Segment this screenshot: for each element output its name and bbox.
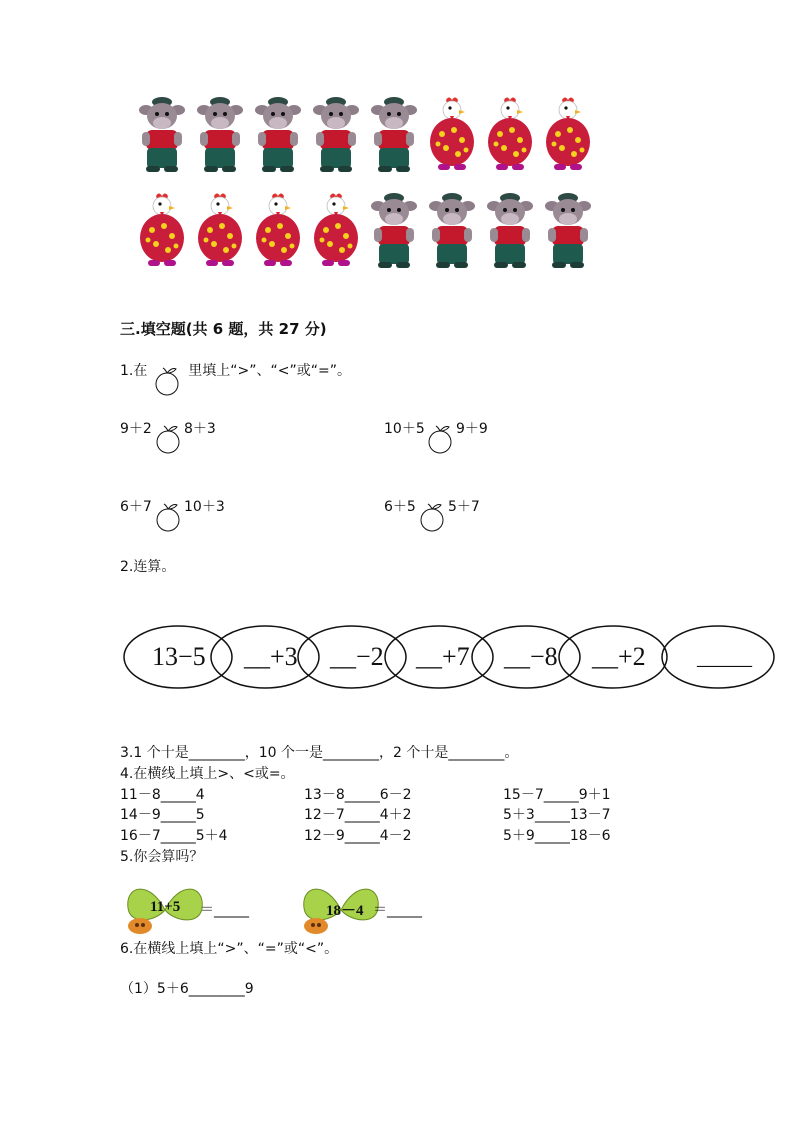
q4-cell: 14－9_____5 [120, 807, 205, 823]
q5-expr-2: 18－4 [326, 903, 364, 919]
section-title: 三.填空题(共 6 题，共 27 分) [120, 320, 327, 338]
rooster-figure-icon [424, 96, 480, 176]
apple-icon[interactable] [153, 424, 183, 454]
q6-item: （1）5＋6________9 [120, 981, 254, 997]
q4-cell: 5＋9_____18－6 [503, 828, 611, 844]
q5-title: 5.你会算吗？ [120, 849, 204, 865]
apple-icon [152, 366, 182, 396]
q5-eq-1: ＝_____ [200, 902, 249, 918]
dog-figure-icon [366, 192, 422, 272]
q4-cell: 16－7_____5＋4 [120, 828, 228, 844]
q2-chain-item: __+2 [592, 642, 646, 671]
q4-cell: 11－8_____4 [120, 787, 205, 803]
q1-item-4-left: 6＋5 [384, 499, 416, 515]
rooster-figure-icon [540, 96, 596, 176]
rooster-figure-icon [482, 96, 538, 176]
q1-item-3-left: 6＋7 [120, 499, 152, 515]
q1-suffix: 里填上“>”、“<”或“=”。 [188, 363, 351, 379]
rooster-figure-icon [134, 192, 190, 272]
figures-row-1 [134, 96, 594, 176]
q4-title: 4.在横线上填上>、<或=。 [120, 766, 295, 782]
q2-chain-item: __+3 [244, 642, 298, 671]
q5-eq-2: ＝_____ [373, 902, 422, 918]
dog-figure-icon [482, 192, 538, 272]
dog-figure-icon [424, 192, 480, 272]
dog-figure-icon [134, 96, 190, 176]
q1-item-3-right: 10＋3 [184, 499, 225, 515]
q2-chain-item: __−8 [504, 642, 558, 671]
q1-item-2-left: 10＋5 [384, 421, 425, 437]
q5-expr-1: 11+5 [150, 899, 181, 915]
q4-cell: 12－7_____4＋2 [304, 807, 412, 823]
q3-text: 3.1 个十是________，10 个一是________，2 个十是________。 [120, 745, 519, 761]
q1-item-2-right: 9＋9 [456, 421, 488, 437]
figures-row-2 [134, 192, 594, 272]
q1-prefix: 1.在 [120, 363, 148, 379]
q2-chain-item: __−2 [330, 642, 384, 671]
q2-chain-item: _____ [697, 644, 752, 669]
rooster-figure-icon [192, 192, 248, 272]
rooster-figure-icon [250, 192, 306, 272]
q2-title: 2.连算。 [120, 559, 176, 575]
q2-chain-item: 13−5 [152, 642, 206, 671]
apple-icon[interactable] [417, 502, 447, 532]
dog-figure-icon [366, 96, 422, 176]
q4-cell: 12－9_____4－2 [304, 828, 412, 844]
q1-item-1-left: 9＋2 [120, 421, 152, 437]
apple-icon[interactable] [425, 424, 455, 454]
dog-figure-icon [540, 192, 596, 272]
q1-item-4-right: 5＋7 [448, 499, 480, 515]
dog-figure-icon [192, 96, 248, 176]
q4-cell: 5＋3_____13－7 [503, 807, 611, 823]
rooster-figure-icon [308, 192, 364, 272]
q1-item-1-right: 8＋3 [184, 421, 216, 437]
dog-figure-icon [250, 96, 306, 176]
q4-cell: 15－7_____9＋1 [503, 787, 611, 803]
dog-figure-icon [308, 96, 364, 176]
q4-cell: 13－8_____6－2 [304, 787, 412, 803]
q6-title: 6.在横线上填上“>”、“=”或“<”。 [120, 941, 339, 957]
q2-chain-item: __+7 [416, 642, 470, 671]
apple-icon[interactable] [153, 502, 183, 532]
